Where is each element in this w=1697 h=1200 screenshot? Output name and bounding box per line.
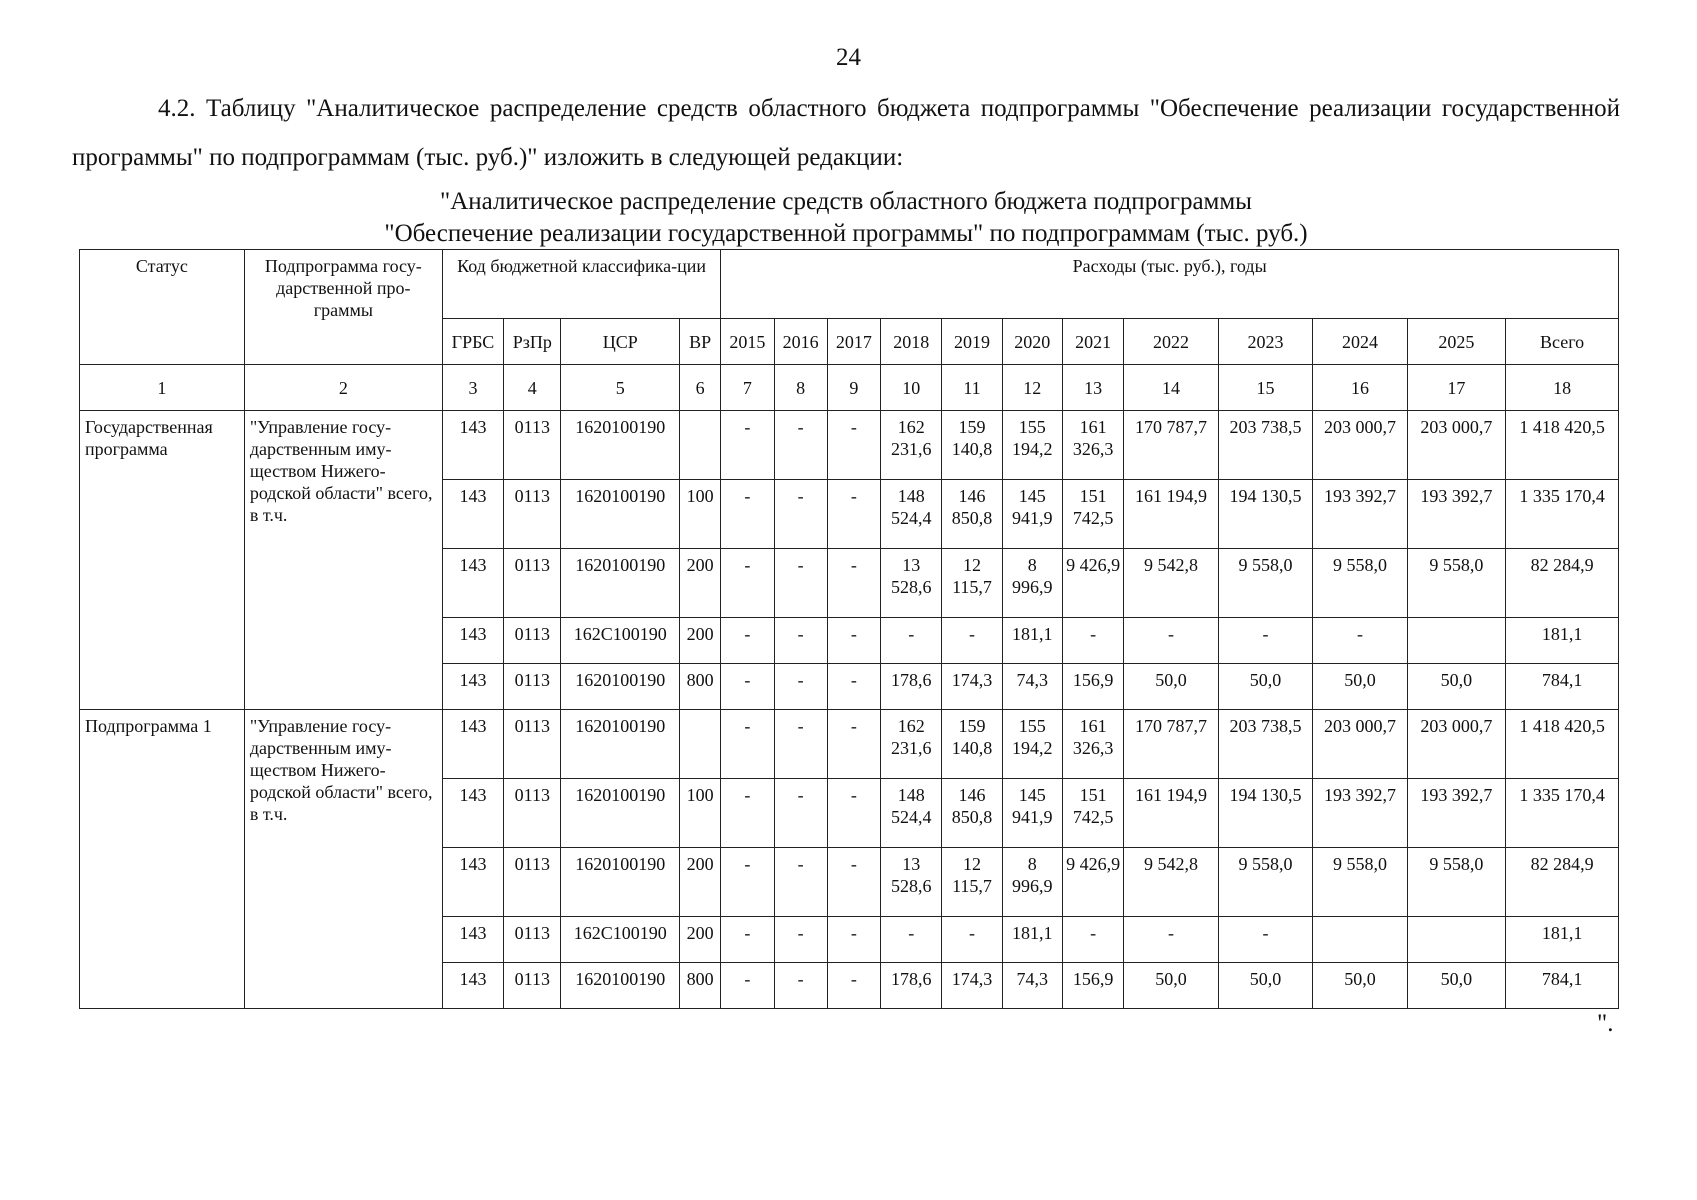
cell-2023: 194 130,5	[1218, 480, 1312, 549]
subprogram-cell: "Управление госу-дарственным иму-ществом Нижего-родской области" всего, в т.ч.	[244, 411, 442, 710]
header-year: 2021	[1062, 319, 1123, 365]
cell-2019: 12 115,7	[942, 848, 1002, 917]
cell-grbs: 143	[442, 710, 503, 779]
header-rzpr: РзПр	[504, 319, 561, 365]
cell-2017: -	[827, 618, 880, 664]
cell-2025: 193 392,7	[1407, 779, 1506, 848]
header-year: 2019	[942, 319, 1002, 365]
header-year: 2023	[1218, 319, 1312, 365]
cell-2015: -	[721, 710, 774, 779]
cell-csr: 1620100190	[561, 848, 680, 917]
closing-quote-mark: ".	[1597, 1010, 1614, 1037]
cell-total: 181,1	[1506, 917, 1619, 963]
cell-vr: 200	[680, 917, 721, 963]
cell-2023: 9 558,0	[1218, 848, 1312, 917]
cell-rzpr: 0113	[504, 779, 561, 848]
cell-csr: 1620100190	[561, 549, 680, 618]
cell-2020: 8 996,9	[1002, 549, 1062, 618]
cell-rzpr: 0113	[504, 618, 561, 664]
column-number: 1	[80, 365, 245, 411]
cell-2025: 9 558,0	[1407, 549, 1506, 618]
cell-total: 82 284,9	[1506, 549, 1619, 618]
cell-2020: 8 996,9	[1002, 848, 1062, 917]
cell-2024: 9 558,0	[1313, 549, 1407, 618]
header-total: Всего	[1506, 319, 1619, 365]
cell-2018: 178,6	[881, 963, 942, 1009]
column-number: 12	[1002, 365, 1062, 411]
cell-2024: 203 000,7	[1313, 411, 1407, 480]
column-number-row	[80, 365, 1619, 411]
cell-2025: 193 392,7	[1407, 480, 1506, 549]
cell-2016: -	[774, 917, 827, 963]
cell-2022: -	[1124, 618, 1218, 664]
column-number: 2	[244, 365, 442, 411]
cell-total: 1 335 170,4	[1506, 779, 1619, 848]
table-title	[72, 186, 1620, 250]
page-number: 24	[836, 44, 861, 71]
cell-2022: 50,0	[1124, 963, 1218, 1009]
cell-2017: -	[827, 411, 880, 480]
cell-2022: 161 194,9	[1124, 779, 1218, 848]
cell-total: 82 284,9	[1506, 848, 1619, 917]
cell-2015: -	[721, 848, 774, 917]
cell-2015: -	[721, 549, 774, 618]
cell-grbs: 143	[442, 618, 503, 664]
cell-2022: 50,0	[1124, 664, 1218, 710]
cell-2015: -	[721, 779, 774, 848]
column-number: 18	[1506, 365, 1619, 411]
cell-2022: 170 787,7	[1124, 411, 1218, 480]
cell-total: 784,1	[1506, 963, 1619, 1009]
cell-2024: 50,0	[1313, 664, 1407, 710]
cell-2018: 148 524,4	[881, 480, 942, 549]
cell-csr: 1620100190	[561, 664, 680, 710]
cell-2021: 9 426,9	[1062, 549, 1123, 618]
header-year: 2016	[774, 319, 827, 365]
cell-2016: -	[774, 618, 827, 664]
cell-2018: 13 528,6	[881, 549, 942, 618]
cell-2021: -	[1062, 917, 1123, 963]
cell-2018: -	[881, 917, 942, 963]
cell-2017: -	[827, 917, 880, 963]
cell-2025: 9 558,0	[1407, 848, 1506, 917]
cell-2024: 193 392,7	[1313, 480, 1407, 549]
budget-table-body	[80, 411, 1619, 1009]
cell-total: 181,1	[1506, 618, 1619, 664]
cell-total: 1 418 420,5	[1506, 411, 1619, 480]
budget-table	[79, 249, 1619, 1009]
header-code-group: Код бюджетной классифика-ции	[442, 250, 720, 319]
cell-2024: 50,0	[1313, 963, 1407, 1009]
column-number: 5	[561, 365, 680, 411]
cell-2022: 9 542,8	[1124, 848, 1218, 917]
cell-2023: 194 130,5	[1218, 779, 1312, 848]
cell-2023: -	[1218, 618, 1312, 664]
cell-vr	[680, 411, 721, 480]
header-vr: ВР	[680, 319, 721, 365]
cell-grbs: 143	[442, 848, 503, 917]
status-cell: Подпрограмма 1	[80, 710, 245, 1009]
cell-rzpr: 0113	[504, 480, 561, 549]
header-year: 2018	[881, 319, 942, 365]
cell-2021: 161 326,3	[1062, 710, 1123, 779]
cell-total: 1 335 170,4	[1506, 480, 1619, 549]
cell-2024: 193 392,7	[1313, 779, 1407, 848]
cell-total: 784,1	[1506, 664, 1619, 710]
cell-2022: 9 542,8	[1124, 549, 1218, 618]
cell-2018: 13 528,6	[881, 848, 942, 917]
cell-vr: 800	[680, 963, 721, 1009]
cell-2025: 203 000,7	[1407, 710, 1506, 779]
cell-csr: 1620100190	[561, 710, 680, 779]
cell-2019: 159 140,8	[942, 710, 1002, 779]
cell-total: 1 418 420,5	[1506, 710, 1619, 779]
cell-2019: 12 115,7	[942, 549, 1002, 618]
cell-rzpr: 0113	[504, 549, 561, 618]
cell-2016: -	[774, 480, 827, 549]
cell-2017: -	[827, 549, 880, 618]
column-number: 14	[1124, 365, 1218, 411]
cell-2023: 203 738,5	[1218, 411, 1312, 480]
cell-2018: 148 524,4	[881, 779, 942, 848]
header-year: 2024	[1313, 319, 1407, 365]
cell-2020: 155 194,2	[1002, 710, 1062, 779]
cell-2023: -	[1218, 917, 1312, 963]
cell-2020: 155 194,2	[1002, 411, 1062, 480]
cell-2023: 203 738,5	[1218, 710, 1312, 779]
cell-2015: -	[721, 411, 774, 480]
cell-2021: 9 426,9	[1062, 848, 1123, 917]
cell-vr	[680, 710, 721, 779]
header-subprogram: Подпрограмма госу-дарственной про-граммы	[244, 250, 442, 365]
column-number: 4	[504, 365, 561, 411]
column-number: 6	[680, 365, 721, 411]
cell-2025: 203 000,7	[1407, 411, 1506, 480]
cell-csr: 1620100190	[561, 411, 680, 480]
cell-2016: -	[774, 779, 827, 848]
cell-rzpr: 0113	[504, 664, 561, 710]
cell-2025: 50,0	[1407, 963, 1506, 1009]
cell-csr: 162С100190	[561, 618, 680, 664]
cell-2022: 170 787,7	[1124, 710, 1218, 779]
cell-2018: 162 231,6	[881, 710, 942, 779]
cell-rzpr: 0113	[504, 963, 561, 1009]
column-number: 7	[721, 365, 774, 411]
cell-2025	[1407, 618, 1506, 664]
column-number: 8	[774, 365, 827, 411]
cell-2019: 174,3	[942, 963, 1002, 1009]
cell-2021: 156,9	[1062, 963, 1123, 1009]
cell-2023: 50,0	[1218, 963, 1312, 1009]
table-title-line-2: "Обеспечение реализации государственной программы" по подпрограммам (тыс. руб.)	[384, 220, 1308, 247]
cell-2018: 178,6	[881, 664, 942, 710]
header-status: Статус	[80, 250, 245, 365]
cell-2025	[1407, 917, 1506, 963]
cell-2021: 151 742,5	[1062, 779, 1123, 848]
cell-2020: 181,1	[1002, 917, 1062, 963]
cell-grbs: 143	[442, 480, 503, 549]
cell-rzpr: 0113	[504, 848, 561, 917]
cell-2020: 74,3	[1002, 664, 1062, 710]
column-number: 11	[942, 365, 1002, 411]
cell-2017: -	[827, 710, 880, 779]
cell-2016: -	[774, 664, 827, 710]
header-expenses-group: Расходы (тыс. руб.), годы	[721, 250, 1619, 319]
table-title-line-1: "Аналитическое распределение средств областного бюджета подпрограммы	[440, 188, 1252, 215]
cell-vr: 200	[680, 549, 721, 618]
column-number: 9	[827, 365, 880, 411]
cell-2015: -	[721, 480, 774, 549]
cell-2016: -	[774, 710, 827, 779]
cell-2017: -	[827, 848, 880, 917]
cell-grbs: 143	[442, 963, 503, 1009]
column-number: 3	[442, 365, 503, 411]
column-number: 10	[881, 365, 942, 411]
cell-vr: 100	[680, 480, 721, 549]
cell-rzpr: 0113	[504, 411, 561, 480]
header-year: 2020	[1002, 319, 1062, 365]
status-cell: Государственная программа	[80, 411, 245, 710]
cell-2023: 50,0	[1218, 664, 1312, 710]
cell-2015: -	[721, 664, 774, 710]
cell-vr: 200	[680, 848, 721, 917]
header-year: 2025	[1407, 319, 1506, 365]
cell-grbs: 143	[442, 549, 503, 618]
cell-csr: 1620100190	[561, 480, 680, 549]
cell-2017: -	[827, 664, 880, 710]
cell-grbs: 143	[442, 917, 503, 963]
cell-2020: 74,3	[1002, 963, 1062, 1009]
cell-2015: -	[721, 917, 774, 963]
cell-2018: -	[881, 618, 942, 664]
intro-paragraph: 4.2. Таблицу "Аналитическое распределение средств областного бюджета подпрограммы "Обеспечение реализации государственной программы" по подпрограммам (тыс. руб.)" изложить в следующей редакции:	[72, 95, 1620, 171]
subprogram-cell: "Управление госу-дарственным иму-ществом Нижего-родской области" всего, в т.ч.	[244, 710, 442, 1009]
cell-2019: 159 140,8	[942, 411, 1002, 480]
cell-2016: -	[774, 963, 827, 1009]
cell-grbs: 143	[442, 664, 503, 710]
header-csr: ЦСР	[561, 319, 680, 365]
cell-2020: 181,1	[1002, 618, 1062, 664]
cell-2021: 161 326,3	[1062, 411, 1123, 480]
cell-2019: -	[942, 917, 1002, 963]
cell-vr: 800	[680, 664, 721, 710]
table-row	[80, 411, 1619, 480]
cell-2025: 50,0	[1407, 664, 1506, 710]
cell-2015: -	[721, 963, 774, 1009]
cell-2019: -	[942, 618, 1002, 664]
header-grbs: ГРБС	[442, 319, 503, 365]
header-year: 2022	[1124, 319, 1218, 365]
cell-vr: 200	[680, 618, 721, 664]
cell-grbs: 143	[442, 779, 503, 848]
header-year: 2015	[721, 319, 774, 365]
cell-2016: -	[774, 411, 827, 480]
cell-2019: 174,3	[942, 664, 1002, 710]
cell-csr: 1620100190	[561, 963, 680, 1009]
column-number: 16	[1313, 365, 1407, 411]
cell-2018: 162 231,6	[881, 411, 942, 480]
header-year: 2017	[827, 319, 880, 365]
cell-2024	[1313, 917, 1407, 963]
cell-grbs: 143	[442, 411, 503, 480]
cell-csr: 1620100190	[561, 779, 680, 848]
cell-2022: -	[1124, 917, 1218, 963]
cell-2017: -	[827, 963, 880, 1009]
cell-2024: 9 558,0	[1313, 848, 1407, 917]
cell-2017: -	[827, 480, 880, 549]
column-number: 15	[1218, 365, 1312, 411]
cell-2021: -	[1062, 618, 1123, 664]
cell-2021: 151 742,5	[1062, 480, 1123, 549]
cell-csr: 162С100190	[561, 917, 680, 963]
column-number: 13	[1062, 365, 1123, 411]
cell-2016: -	[774, 848, 827, 917]
table-row	[80, 710, 1619, 779]
cell-2023: 9 558,0	[1218, 549, 1312, 618]
cell-2019: 146 850,8	[942, 779, 1002, 848]
cell-2022: 161 194,9	[1124, 480, 1218, 549]
cell-2020: 145 941,9	[1002, 480, 1062, 549]
cell-2021: 156,9	[1062, 664, 1123, 710]
cell-rzpr: 0113	[504, 710, 561, 779]
column-number: 17	[1407, 365, 1506, 411]
cell-2019: 146 850,8	[942, 480, 1002, 549]
cell-2024: -	[1313, 618, 1407, 664]
cell-vr: 100	[680, 779, 721, 848]
cell-2024: 203 000,7	[1313, 710, 1407, 779]
cell-2017: -	[827, 779, 880, 848]
cell-2015: -	[721, 618, 774, 664]
cell-2020: 145 941,9	[1002, 779, 1062, 848]
cell-rzpr: 0113	[504, 917, 561, 963]
cell-2016: -	[774, 549, 827, 618]
